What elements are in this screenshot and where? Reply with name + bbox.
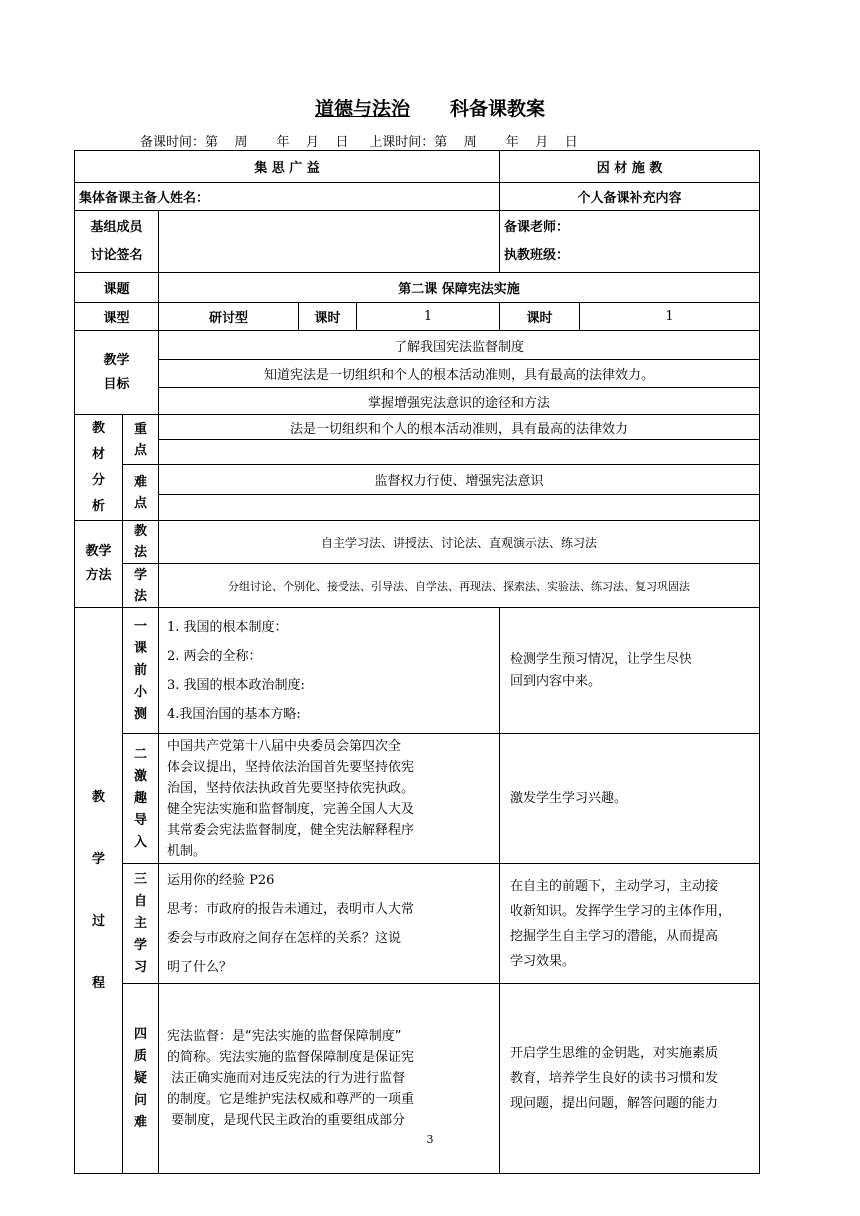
difficult-point-label: 难 点 xyxy=(123,465,159,521)
schedule-line xyxy=(140,131,578,150)
step-4-content: 宪法监督：是“宪法实施的监督保障制度” 的简称。宪法实施的监督保障制度是保证宪 法正确实施而对违反宪法的行为进行监督 的制度。它是维护宪法权威和尊严的一项重 要制度，是现代民主政治的重要组成部分 xyxy=(159,984,500,1174)
difficult-point-value: 监督权力行使、增强宪法意识 xyxy=(159,465,760,495)
goal-3: 掌握增强宪法意识的途径和方法 xyxy=(159,388,760,415)
prep-time-label: 备课时间： xyxy=(140,135,206,150)
page-number: 3 xyxy=(426,1133,434,1146)
goals-label: 教学 目标 xyxy=(75,331,159,415)
step-2-content: 中国共产党第十八届中央委员会第四次全 体会议提出，坚持依法治国首先要坚持依宪 治国，坚持依法执政首先要坚持依宪执政。 健全宪法实施和监督制度，完善全国人大及 其常委会宪法监督制度，健全宪法解释程序 机制。 xyxy=(159,734,500,864)
members-signature-area xyxy=(159,211,500,273)
key-point-value: 法是一切组织和个人的根本活动准则，具有最高的法律效力 xyxy=(159,415,760,440)
hours-value: 1 xyxy=(357,303,500,331)
difficult-point-blank xyxy=(159,495,760,521)
step-2-label: 二 激 趣 导 入 xyxy=(123,734,159,864)
teacher-class-cell xyxy=(500,211,760,273)
step-1-label: 一 课 前 小 测 xyxy=(123,608,159,734)
step-3-label: 三 自 主 学 习 xyxy=(123,864,159,984)
step-2-note: 激发学生学习兴趣。 xyxy=(500,734,760,864)
lesson-plan-table xyxy=(74,150,760,1174)
teaching-process-label: 教 学 过 程 xyxy=(75,608,123,1174)
collective-header: 集 思 广 益 xyxy=(75,151,500,183)
title-suffix: 科备课教案 xyxy=(450,98,546,120)
key-point-label: 重 点 xyxy=(123,415,159,465)
teaching-method-label: 教学 方法 xyxy=(75,521,123,608)
class-time-label: 上课时间： xyxy=(369,135,435,150)
teach-method-label: 教 法 xyxy=(123,521,159,564)
material-analysis-label: 教 材 分 析 xyxy=(75,415,123,521)
supplement-label: 个人备课补充内容 xyxy=(500,183,760,211)
hours-label: 课时 xyxy=(299,303,357,331)
members-label: 基组成员 讨论签名 xyxy=(75,211,159,273)
step-3-content: 运用你的经验 P26 思考：市政府的报告未通过，表明市人大常 委会与市政府之间存在怎样的关系？这说 明了什么？ xyxy=(159,864,500,984)
key-point-blank xyxy=(159,440,760,465)
class-time-blank: 第 周 年 月 日 xyxy=(434,135,578,150)
individual-header: 因 材 施 教 xyxy=(500,151,760,183)
type-value: 研讨型 xyxy=(159,303,299,331)
learn-method-value: 分组讨论、个别化、接受法、引导法、自学法、再现法、探索法、实验法、练习法、复习巩固法 xyxy=(159,564,760,608)
hours-label-2: 课时 xyxy=(500,303,580,331)
lead-name-label: 集体备课主备人姓名： xyxy=(75,183,500,211)
step-4-label: 四 质 疑 问 难 xyxy=(123,984,159,1174)
subject-name: 道德与法治 xyxy=(314,98,410,120)
teacher-label: 备课老师： xyxy=(504,219,570,235)
hours-value-2: 1 xyxy=(580,303,760,331)
class-label: 执教班级： xyxy=(504,247,570,263)
prep-time-blank: 第 周 年 月 日 xyxy=(205,135,349,150)
learn-method-label: 学 法 xyxy=(123,564,159,608)
goal-1: 了解我国宪法监督制度 xyxy=(159,331,760,360)
step-3-note: 在自主的前题下，主动学习，主动接 收新知识。发挥学生学习的主体作用， 挖掘学生自主学习的潜能，从而提高 学习效果。 xyxy=(500,864,760,984)
type-label: 课型 xyxy=(75,303,159,331)
step-1-content: 1. 我国的根本制度： 2. 两会的全称： 3. 我国的根本政治制度: 4.我国治国的基本方略: xyxy=(159,608,500,734)
teach-method-value: 自主学习法、讲授法、讨论法、直观演示法、练习法 xyxy=(159,521,760,564)
topic-label: 课题 xyxy=(75,273,159,303)
topic-value: 第二课 保障宪法实施 xyxy=(159,273,760,303)
goal-2: 知道宪法是一切组织和个人的根本活动准则，具有最高的法律效力。 xyxy=(159,360,760,388)
document-title xyxy=(0,94,860,121)
step-4-note: 开启学生思维的金钥匙，对实施素质 教育，培养学生良好的读书习惯和发 现问题，提出问题，解答问题的能力 xyxy=(500,984,760,1174)
step-1-note: 检测学生预习情况，让学生尽快 回到内容中来。 xyxy=(500,608,760,734)
